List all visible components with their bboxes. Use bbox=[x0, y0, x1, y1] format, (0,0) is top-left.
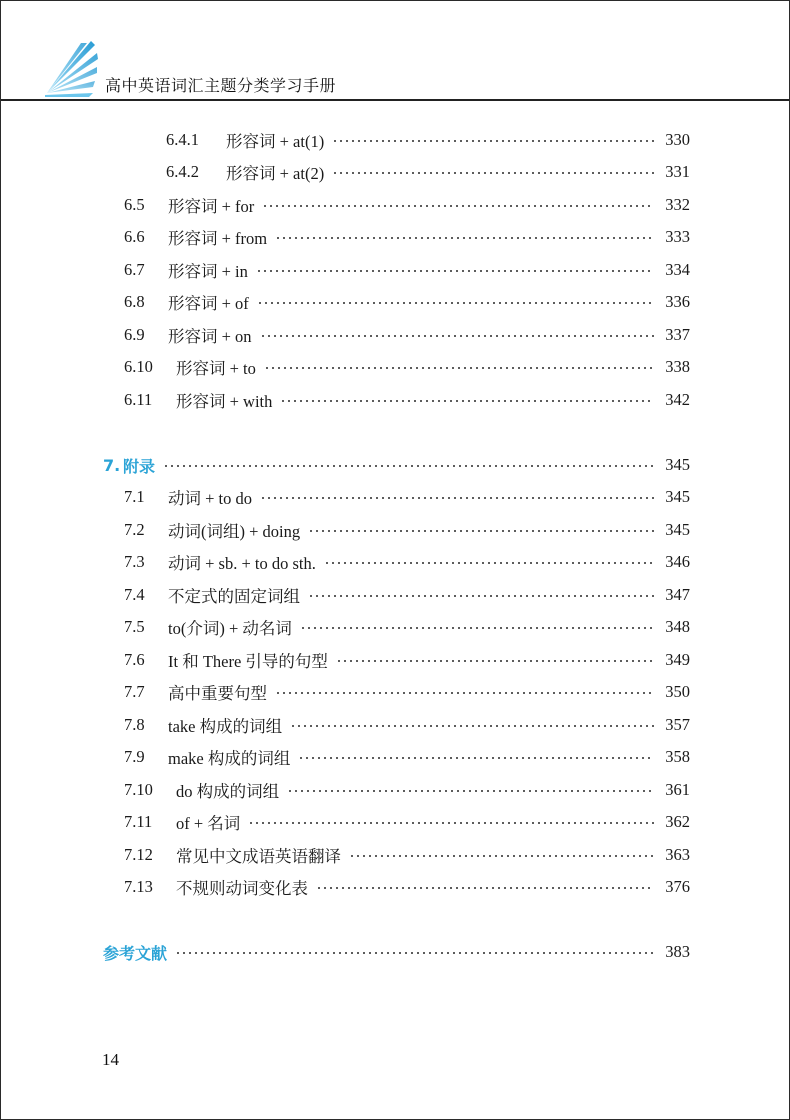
toc-entry-title: 形容词 + for bbox=[168, 197, 255, 216]
toc-entry-page: 345 bbox=[665, 520, 690, 539]
toc-entry-number: 6.11 bbox=[124, 390, 153, 409]
toc-entry-page: 346 bbox=[665, 552, 690, 571]
toc-entry[interactable] bbox=[124, 712, 690, 738]
toc-leader-dots bbox=[316, 887, 654, 889]
toc-entry-number: 6.8 bbox=[124, 292, 145, 311]
toc-entry-page: 383 bbox=[665, 942, 690, 961]
toc-entry-number: 6.7 bbox=[124, 260, 145, 279]
toc-entry[interactable] bbox=[166, 159, 690, 185]
toc-entry[interactable] bbox=[124, 744, 690, 770]
toc-entry-page: 348 bbox=[665, 617, 690, 636]
toc-leader-dots bbox=[290, 725, 654, 727]
toc-entry-number: 7.11 bbox=[124, 812, 153, 831]
toc-entry[interactable] bbox=[124, 777, 690, 803]
toc-entry-title: of + 名词 bbox=[176, 814, 241, 833]
toc-leader-dots bbox=[260, 497, 654, 499]
book-fan-logo-icon bbox=[43, 39, 99, 102]
toc-entry-page: 358 bbox=[665, 747, 690, 766]
toc-entry-page: 337 bbox=[665, 325, 690, 344]
toc-entry-number: 6.4.1 bbox=[166, 130, 199, 149]
toc-entry-page: 376 bbox=[665, 877, 690, 896]
toc-entry-title: 不定式的固定词组 bbox=[168, 587, 300, 606]
toc-leader-dots bbox=[280, 400, 654, 402]
toc-entry-page: 345 bbox=[665, 487, 690, 506]
toc-entry-title: 动词 + to do bbox=[168, 489, 253, 508]
toc-leader-dots bbox=[175, 952, 654, 954]
toc-entry-number: 6.10 bbox=[124, 357, 153, 376]
toc-entry-page: 336 bbox=[665, 292, 690, 311]
toc-entry[interactable] bbox=[124, 582, 690, 608]
toc-entry-page: 338 bbox=[665, 357, 690, 376]
toc-entry-number: 7.3 bbox=[124, 552, 145, 571]
toc-leader-dots bbox=[257, 302, 654, 304]
toc-entry[interactable] bbox=[124, 354, 690, 380]
toc-entry-page: 333 bbox=[665, 227, 690, 246]
toc-section-heading[interactable] bbox=[103, 939, 690, 965]
toc-entry-title: 动词 + sb. + to do sth. bbox=[168, 554, 316, 573]
header-book-title: 高中英语词汇主题分类学习手册 bbox=[105, 76, 337, 95]
toc-entry-number: 7.5 bbox=[124, 617, 145, 636]
toc-leader-dots bbox=[300, 627, 654, 629]
toc-entry-title: 形容词 + at(1) bbox=[226, 132, 325, 151]
toc-leader-dots bbox=[349, 855, 654, 857]
toc-entry-number: 6.6 bbox=[124, 227, 145, 246]
toc-entry-title: make 构成的词组 bbox=[168, 749, 291, 768]
toc-entry[interactable] bbox=[124, 647, 690, 673]
toc-entry-page: 363 bbox=[665, 845, 690, 864]
toc-entry[interactable] bbox=[124, 679, 690, 705]
toc-entry-title: 形容词 + from bbox=[168, 229, 268, 248]
toc-entry[interactable] bbox=[124, 517, 690, 543]
toc-entry-number: 7.6 bbox=[124, 650, 145, 669]
toc-entry-number: 7. bbox=[103, 455, 121, 475]
toc-entry-page: 331 bbox=[665, 162, 690, 181]
toc-leader-dots bbox=[324, 562, 654, 564]
toc-leader-dots bbox=[287, 790, 654, 792]
toc-section-heading[interactable] bbox=[103, 452, 690, 478]
toc-leader-dots bbox=[308, 530, 654, 532]
toc-entry-number: 6.9 bbox=[124, 325, 145, 344]
toc-entry-title: 附录 bbox=[123, 456, 156, 476]
toc-entry-title: take 构成的词组 bbox=[168, 717, 283, 736]
toc-entry-title: 形容词 + at(2) bbox=[226, 164, 325, 183]
toc-leader-dots bbox=[332, 140, 654, 142]
header-rule bbox=[1, 99, 790, 101]
toc-entry-page: 345 bbox=[665, 455, 690, 474]
toc-entry[interactable] bbox=[124, 224, 690, 250]
toc-entry[interactable] bbox=[124, 322, 690, 348]
toc-leader-dots bbox=[256, 270, 654, 272]
toc-entry[interactable] bbox=[166, 127, 690, 153]
toc-entry-page: 334 bbox=[665, 260, 690, 279]
toc-leader-dots bbox=[308, 595, 654, 597]
toc-leader-dots bbox=[248, 822, 654, 824]
toc-entry[interactable] bbox=[124, 484, 690, 510]
toc-entry-title: 形容词 + of bbox=[168, 294, 249, 313]
toc-entry-number: 7.9 bbox=[124, 747, 145, 766]
toc-entry[interactable] bbox=[124, 387, 690, 413]
toc-leader-dots bbox=[332, 172, 654, 174]
toc-entry-page: 357 bbox=[665, 715, 690, 734]
toc-leader-dots bbox=[262, 205, 654, 207]
running-header bbox=[1, 1, 790, 101]
toc-entry[interactable] bbox=[124, 842, 690, 868]
toc-leader-dots bbox=[275, 692, 654, 694]
toc-entry-number: 6.5 bbox=[124, 195, 145, 214]
toc-entry-page: 362 bbox=[665, 812, 690, 831]
toc-leader-dots bbox=[163, 465, 654, 467]
toc-entry-page: 349 bbox=[665, 650, 690, 669]
toc-leader-dots bbox=[260, 335, 654, 337]
toc-entry-title: It 和 There 引导的句型 bbox=[168, 652, 328, 671]
toc-entry[interactable] bbox=[124, 289, 690, 315]
toc-entry-number: 7.7 bbox=[124, 682, 145, 701]
toc-leader-dots bbox=[336, 660, 654, 662]
toc-entry-page: 361 bbox=[665, 780, 690, 799]
toc-entry-title: 动词(词组) + doing bbox=[168, 522, 301, 541]
toc-entry-number: 7.1 bbox=[124, 487, 145, 506]
toc-entry-title: do 构成的词组 bbox=[176, 782, 280, 801]
toc-entry[interactable] bbox=[124, 809, 690, 835]
page-number: 14 bbox=[102, 1050, 119, 1069]
toc-leader-dots bbox=[298, 757, 654, 759]
toc-entry-title: 形容词 + with bbox=[176, 392, 273, 411]
toc-entry[interactable] bbox=[124, 874, 690, 900]
toc-leader-dots bbox=[275, 237, 654, 239]
toc-entry-number: 7.12 bbox=[124, 845, 153, 864]
toc-entry-title: 不规则动词变化表 bbox=[176, 879, 308, 898]
toc-entry-number: 7.13 bbox=[124, 877, 153, 896]
toc-entry-page: 347 bbox=[665, 585, 690, 604]
toc-entry-title: 形容词 + on bbox=[168, 327, 252, 346]
toc-entry-page: 350 bbox=[665, 682, 690, 701]
toc-entry-title: to(介词) + 动名词 bbox=[168, 619, 292, 638]
toc-entry[interactable] bbox=[124, 192, 690, 218]
toc-entry[interactable] bbox=[124, 549, 690, 575]
toc-entry[interactable] bbox=[124, 614, 690, 640]
toc-entry-number: 7.8 bbox=[124, 715, 145, 734]
toc-entry-number: 7.2 bbox=[124, 520, 145, 539]
toc-entry-page: 330 bbox=[665, 130, 690, 149]
toc-entry-title: 形容词 + to bbox=[176, 359, 256, 378]
toc-entry-title: 形容词 + in bbox=[168, 262, 248, 281]
toc-entry-number: 7.10 bbox=[124, 780, 153, 799]
toc-entry-number: 6.4.2 bbox=[166, 162, 199, 181]
toc-entry-number: 7.4 bbox=[124, 585, 145, 604]
toc-entry-title: 参考文献 bbox=[103, 943, 168, 963]
toc-leader-dots bbox=[264, 367, 654, 369]
toc-entry-title: 高中重要句型 bbox=[168, 684, 267, 703]
toc-entry[interactable] bbox=[124, 257, 690, 283]
toc-entry-page: 342 bbox=[665, 390, 690, 409]
toc-entry-page: 332 bbox=[665, 195, 690, 214]
toc-entry-title: 常见中文成语英语翻译 bbox=[176, 847, 341, 866]
